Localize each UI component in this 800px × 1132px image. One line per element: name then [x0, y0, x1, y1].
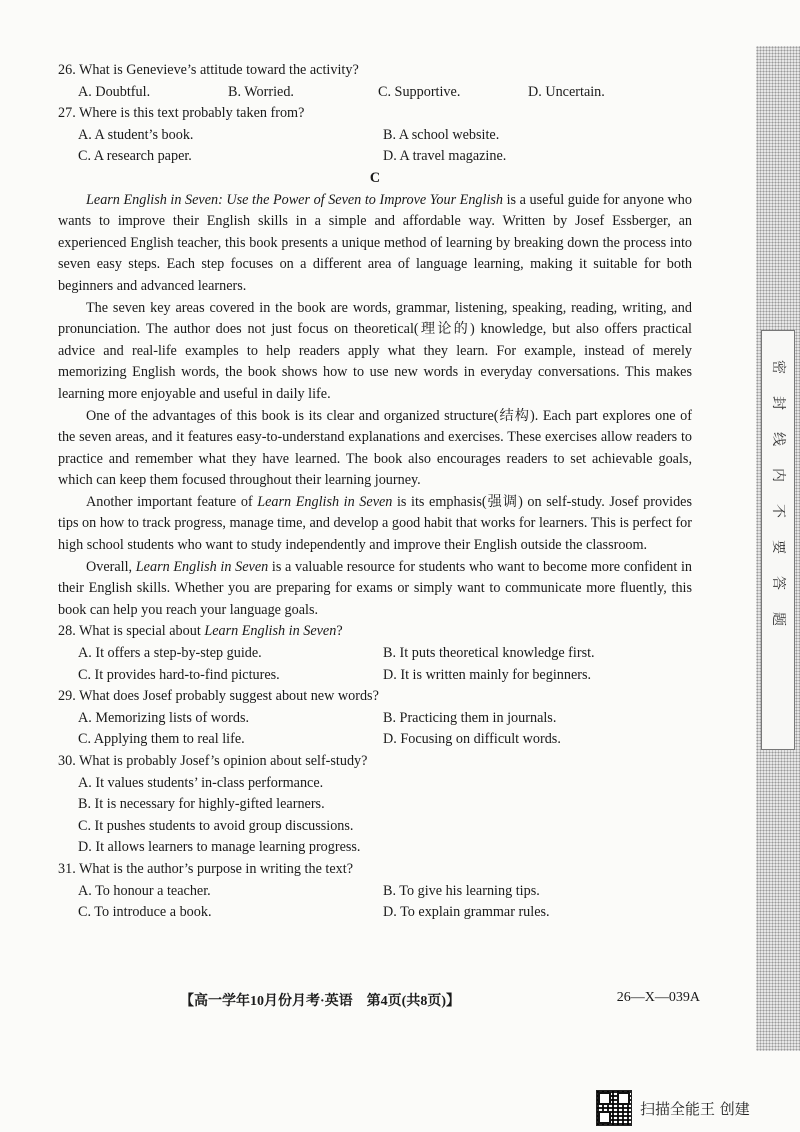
- passage-paragraph-1: [58, 190, 692, 298]
- passage-paragraph-2: The seven key areas covered in the book are words, grammar, listening, speaking, reading, writing, and pronunciation. The author does not just focus on theoretical(理论的) knowledge, but also offers practical advice and real-life examples to help readers apply what they learn. For example, instead of merely memorizing English words, the book shows how to use new words in everyday conversations. This makes learning more enjoyable and useful in daily life.: [58, 299, 692, 402]
- q31-option-b: B. To give his learning tips.: [383, 882, 540, 899]
- question-27-options-row2: [58, 146, 692, 168]
- seal-char-4: 内: [770, 468, 786, 482]
- book-title: Learn English in Seven: [204, 623, 337, 640]
- q31-option-c: C. To introduce a book.: [78, 904, 212, 921]
- question-29-stem: 29. What does Josef probably suggest about new words?: [58, 688, 379, 705]
- seal-char-3: 线: [770, 432, 786, 446]
- question-30-stem: 30. What is probably Josef’s opinion about self-study?: [58, 753, 368, 769]
- section-label: C: [369, 169, 381, 186]
- seal-char-8: 题: [770, 612, 786, 626]
- q28-option-a: A. It offers a step-by-step guide.: [78, 645, 262, 662]
- q29-option-c: C. Applying them to real life.: [78, 731, 245, 748]
- question-29-options-row2: [58, 729, 692, 751]
- q26-option-b: B. Worried.: [228, 83, 294, 100]
- q28-option-c: C. It provides hard-to-find pictures.: [78, 666, 280, 683]
- paragraph-5-text: is a valuable resource for students who want to become more confident in their English skills. Whether you are preparing for exams or simply want to communicate more fluently, this book can help you reach your language goals.: [58, 558, 692, 618]
- question-31-options-row2: [58, 902, 692, 924]
- q30-option-c: C. It pushes students to avoid group discussions.: [78, 817, 354, 834]
- q29-option-a: A. Memorizing lists of words.: [78, 709, 250, 726]
- q28-option-b: B. It puts theoretical knowledge first.: [383, 645, 595, 662]
- passage-paragraph-4: [58, 492, 692, 557]
- q27-option-a: A. A student’s book.: [78, 126, 194, 143]
- question-27-stem: 27. Where is this text probably taken from?: [58, 105, 305, 122]
- q26-option-d: D. Uncertain.: [528, 83, 605, 100]
- q29-option-d: D. Focusing on difficult words.: [383, 731, 561, 748]
- question-28-stem: [58, 621, 692, 643]
- footer-paper-code: 26—X—039A: [616, 990, 700, 1005]
- page-content: [58, 60, 692, 924]
- question-27-options-row1: [58, 125, 692, 147]
- book-title: Learn English in Seven: Use the Power of Seven to Improve Your English: [86, 191, 504, 208]
- q31-option-d: D. To explain grammar rules.: [383, 904, 550, 921]
- question-31-options-row1: [58, 881, 692, 903]
- q30-option-d: D. It allows learners to manage learning progress.: [78, 839, 361, 856]
- question-28-options-row2: [58, 665, 692, 687]
- seal-char-1: 密: [770, 360, 786, 374]
- q30-option-a: A. It values students’ in-class performance.: [78, 774, 324, 791]
- question-30-options: [58, 773, 692, 859]
- paragraph-4-lead: Another important feature of: [86, 493, 258, 510]
- q28-option-d: D. It is written mainly for beginners.: [383, 666, 592, 683]
- seal-char-5: 不: [770, 504, 786, 518]
- book-title: Learn English in Seven: [135, 558, 269, 575]
- q29-option-b: B. Practicing them in journals.: [383, 709, 557, 726]
- footer-exam-info: 【高一学年10月份月考·英语 第4页(共8页)】: [180, 994, 460, 1009]
- watermark-text: 扫描全能王 创建: [640, 1099, 750, 1118]
- q28-stem-lead: 28. What is special about: [58, 623, 205, 640]
- question-31-stem: 31. What is the author’s purpose in writing the text?: [58, 860, 353, 877]
- q30-option-b: B. It is necessary for highly-gifted learners.: [78, 796, 325, 813]
- q28-stem-end: ?: [336, 623, 343, 640]
- passage-paragraph-3: One of the advantages of this book is its clear and organized structure(结构). Each part explores one of the seven areas, and it features easy-to-understand explanations and exercises. These exercises allow readers to practice and remember what they have learned. The book also encourages readers to set achievable goals, which can keep them focused throughout their learning journey.: [58, 407, 692, 489]
- q31-option-a: A. To honour a teacher.: [78, 882, 211, 899]
- seal-char-6: 要: [770, 540, 786, 554]
- book-title: Learn English in Seven: [257, 493, 393, 510]
- passage-paragraph-5: [58, 557, 692, 622]
- paragraph-4-text: is its emphasis(强调) on self-study. Josef provides tips on how to track progress, manage time, and develop a good habit that works for learners. This is perfect for high school students who want to study independently and improve their English outside the classroom.: [58, 493, 692, 554]
- seal-line-notice: [761, 330, 795, 750]
- paragraph-5-lead: Overall,: [86, 558, 136, 575]
- seal-char-2: 封: [770, 396, 786, 410]
- q26-option-a: A. Doubtful.: [78, 83, 151, 100]
- paragraph-1-text: is a useful guide for anyone who wants to improve their English skills in a simple and affordable way. Written by Josef Essberger, an experienced English teacher, this book presents a unique method of learning by breaking down the process into seven easy steps. Each step focuses on a different area of language learning, making it suitable for both beginners and advanced learners.: [58, 191, 692, 294]
- question-26-options: [58, 82, 692, 104]
- question-29-options-row1: [58, 708, 692, 730]
- q27-option-c: C. A research paper.: [78, 148, 192, 165]
- q27-option-d: D. A travel magazine.: [383, 148, 507, 165]
- q27-option-b: B. A school website.: [383, 126, 500, 143]
- page-footer: [180, 990, 700, 1010]
- seal-char-7: 答: [770, 576, 786, 590]
- qr-code-icon: [596, 1090, 632, 1126]
- scanner-watermark: [596, 1090, 750, 1126]
- q26-option-c: C. Supportive.: [378, 83, 461, 100]
- question-26-stem: 26. What is Genevieve’s attitude toward the activity?: [58, 62, 359, 78]
- question-28-options-row1: [58, 643, 692, 665]
